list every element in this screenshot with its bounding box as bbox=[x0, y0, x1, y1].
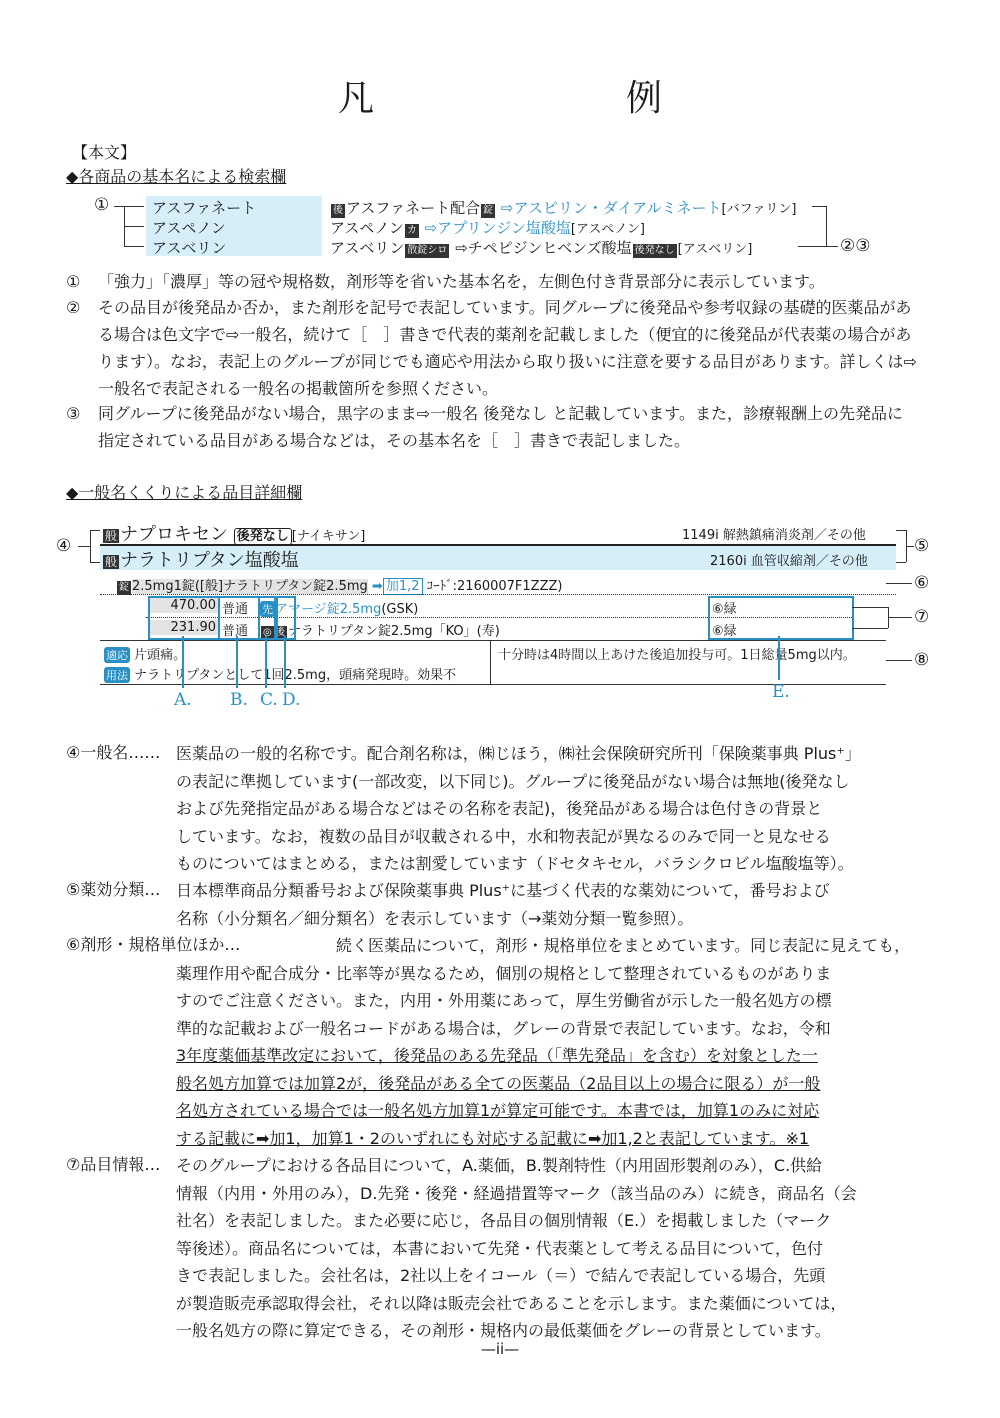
indication: 適応 片頭痛。 bbox=[106, 648, 187, 663]
item-product-2: ◎ 後 ナラトリプタン錠2.5mg「KO」(寿) bbox=[263, 624, 500, 639]
def-label-7: ⑦品目情報… bbox=[66, 1155, 161, 1174]
item-type-1: 普通 bbox=[222, 602, 249, 617]
def-text-5: 日本標準商品分類番号および保険薬事典 Plus⁺に基づく代表的な薬効について，番号および 名称（小分類名／細分類名）を表示しています（→薬効分類一覧参照）。 bbox=[176, 881, 830, 928]
explain-num-3: ③ bbox=[66, 404, 81, 423]
callout-8: ⑧ bbox=[914, 650, 930, 670]
search-detail-2: アスペノン カ ⇨アプリンジン塩酸塩[アスペノン] bbox=[330, 219, 645, 237]
page-title: 凡 例 bbox=[337, 78, 722, 119]
explain-text-2: その品目が後発品か否か，また剤形を記号で表記しています。同グループに後発品や参考収録の基礎的医薬品がある場合は色文字で⇨一般名，続けて［ ］書きで代表的薬剤を記載しました（便宜的に後発品が代表薬の場合があります）。なお，表記上のグループが同じでも適応や用法から取り扱いに注意を要する品目があります。詳しくは⇨一般名で表記される一般名の掲載箇所を参照ください。 bbox=[98, 298, 917, 398]
callout-2-3: ②③ bbox=[840, 236, 871, 256]
explain-text-3: 同グループに後発品がない場合，黒字のまま⇨一般名 後発なし と記載しています。また，診療報酬上の先発品に指定されている品目がある場合などは，その基本名を［ ］書きで表記しました。 bbox=[98, 404, 904, 450]
explain-num-1: ① bbox=[66, 272, 81, 291]
row2-generic: 般 ナラトリプタン塩酸塩 bbox=[105, 550, 299, 571]
search-name-3: アスベリン bbox=[152, 239, 227, 257]
def-label-4: ④一般名…… bbox=[66, 743, 161, 762]
label-d: D. bbox=[282, 690, 301, 710]
explain-text-1: 「強力」「濃厚」等の冠や規格数，剤形等を省いた基本名を，左側色付き背景部分に表示しています。 bbox=[98, 272, 825, 291]
callout-5: ⑤ bbox=[914, 536, 930, 556]
item-product-1: 先 アマージ錠2.5mg(GSK) bbox=[262, 602, 419, 617]
spec-line: 錠 2.5mg1錠([般]ナラトリプタン錠2.5mg ➡ 加1,2 ｺｰﾄﾞ:2160007F1ZZZ) bbox=[119, 579, 563, 594]
label-a: A. bbox=[174, 690, 192, 710]
callout-1: ① bbox=[94, 195, 110, 215]
explain-num-2: ② bbox=[66, 298, 81, 317]
label-b: B. bbox=[230, 690, 248, 710]
item-info-1: ⑥緑 bbox=[712, 602, 737, 617]
label-c: C. bbox=[260, 690, 278, 710]
page-number: —ii— bbox=[480, 1340, 520, 1358]
def-text-7: そのグループにおける各品目について，A.薬価，B.製剤特性（内用固形製剤のみ），C.供給 情報（内用・外用のみ），D.先発・後発・経過措置等マーク（該当品のみ）に続き，商品名（会 社名）を表記しました。また必要に応じ，各品目の個別情報（E.）を掲載しました（マーク 等後述）。商品名については，本書において先発・代表薬として考える品目について，色付 きで表記しました。会社名は，2社以上をイコール（＝）で結んで表記している場合，先頭 が製造販売承認取得会社，それ以降は販売会社であることを示します。また薬価については， 一般名処方の際に算定できる，その剤形・規格内の最低薬価をグレーの背景としています。 bbox=[176, 1156, 857, 1340]
def-label-5: ⑤薬効分類… bbox=[66, 880, 161, 899]
search-name-2: アスペノン bbox=[152, 219, 226, 237]
callout-6: ⑥ bbox=[914, 573, 930, 593]
usage: 用法 ナラトリプタンとして1回2.5mg，頭痛発現時。効果不 bbox=[106, 668, 457, 683]
search-detail-1: 後 アスファネート配合 錠 ⇨アスピリン・ダイアルミネート[バファリン] bbox=[333, 199, 797, 217]
row2-class: 2160i 血管収縮剤／その他 bbox=[710, 554, 868, 569]
def-label-6: ⑥剤形・規格単位ほか… bbox=[66, 935, 241, 954]
def-text-6: 続く医薬品について，剤形・規格単位をまとめています。同じ表記に見えても， 薬理作用や配合成分・比率等が異なるため，個別の規格として整理されているものがありま すのでご注意ください。また，内用・外用薬にあって，厚生労働省が示した一般名処方の標 準的な記載および一般名コードがある場合は，グレーの背景で表記しています。なお，令和 3年度薬価基準改定において，後発品のある先発品（「準先発品」を含む）を対象とした一 般名処方加算では加算2が，後発品がある全ての医薬品（2品目以上の場合に限る）が一般 名処方されている場合では一般名処方加算1が算定可能です。本書では，加算1のみに対応 する記載に➡加1，加算1・2のいずれにも対応する記載に➡加1,2と表記しています。※1 bbox=[176, 936, 911, 1148]
def-text-4: 医薬品の一般的名称です。配合剤名称は，㈱じほう，㈱社会保険研究所刊「保険薬事典 Plus⁺」 の表記に準拠しています(一部改変，以下同じ)。グループに後発品がない場合は無地(後発なし および先発指定品がある場合などはその名称を表記)，後発品がある場合は色付きの背景と しています。なお，複数の品目が収載される中，水和物表記が異なるのみで同一と見なせる ものについてはまとめる，または割愛しています（ドセタキセル，バラシクロビル塩酸塩等）。 bbox=[176, 744, 861, 873]
item-price-1: 470.00 bbox=[150, 598, 220, 613]
detail-heading: ◆一般名くくりによる品目詳細欄 bbox=[66, 483, 303, 502]
usage-right: 十分時は4時間以上あけた後追加投与可。1日総量5mg以内。 bbox=[498, 648, 856, 663]
item-price-2: 231.90 bbox=[150, 620, 220, 635]
search-heading: ◆各商品の基本名による検索欄 bbox=[66, 167, 287, 186]
callout-4: ④ bbox=[56, 536, 72, 556]
row1-class: 1149i 解熱鎮痛消炎剤／その他 bbox=[682, 528, 866, 543]
search-detail-3: アスベリン 散錠シロ ⇨チペピジンヒベンズ酸塩 後発なし [アスベリン] bbox=[330, 239, 753, 257]
search-name-1: アスファネート bbox=[152, 199, 257, 217]
callout-7: ⑦ bbox=[914, 607, 930, 627]
row1-generic: 般 ナプロキセン 後発なし [ナイキサン] bbox=[105, 524, 366, 545]
item-info-2: ⑥緑 bbox=[712, 624, 737, 639]
section-label-main: 【本文】 bbox=[72, 143, 137, 162]
label-e: E. bbox=[772, 682, 790, 702]
item-type-2: 普通 bbox=[222, 624, 249, 639]
